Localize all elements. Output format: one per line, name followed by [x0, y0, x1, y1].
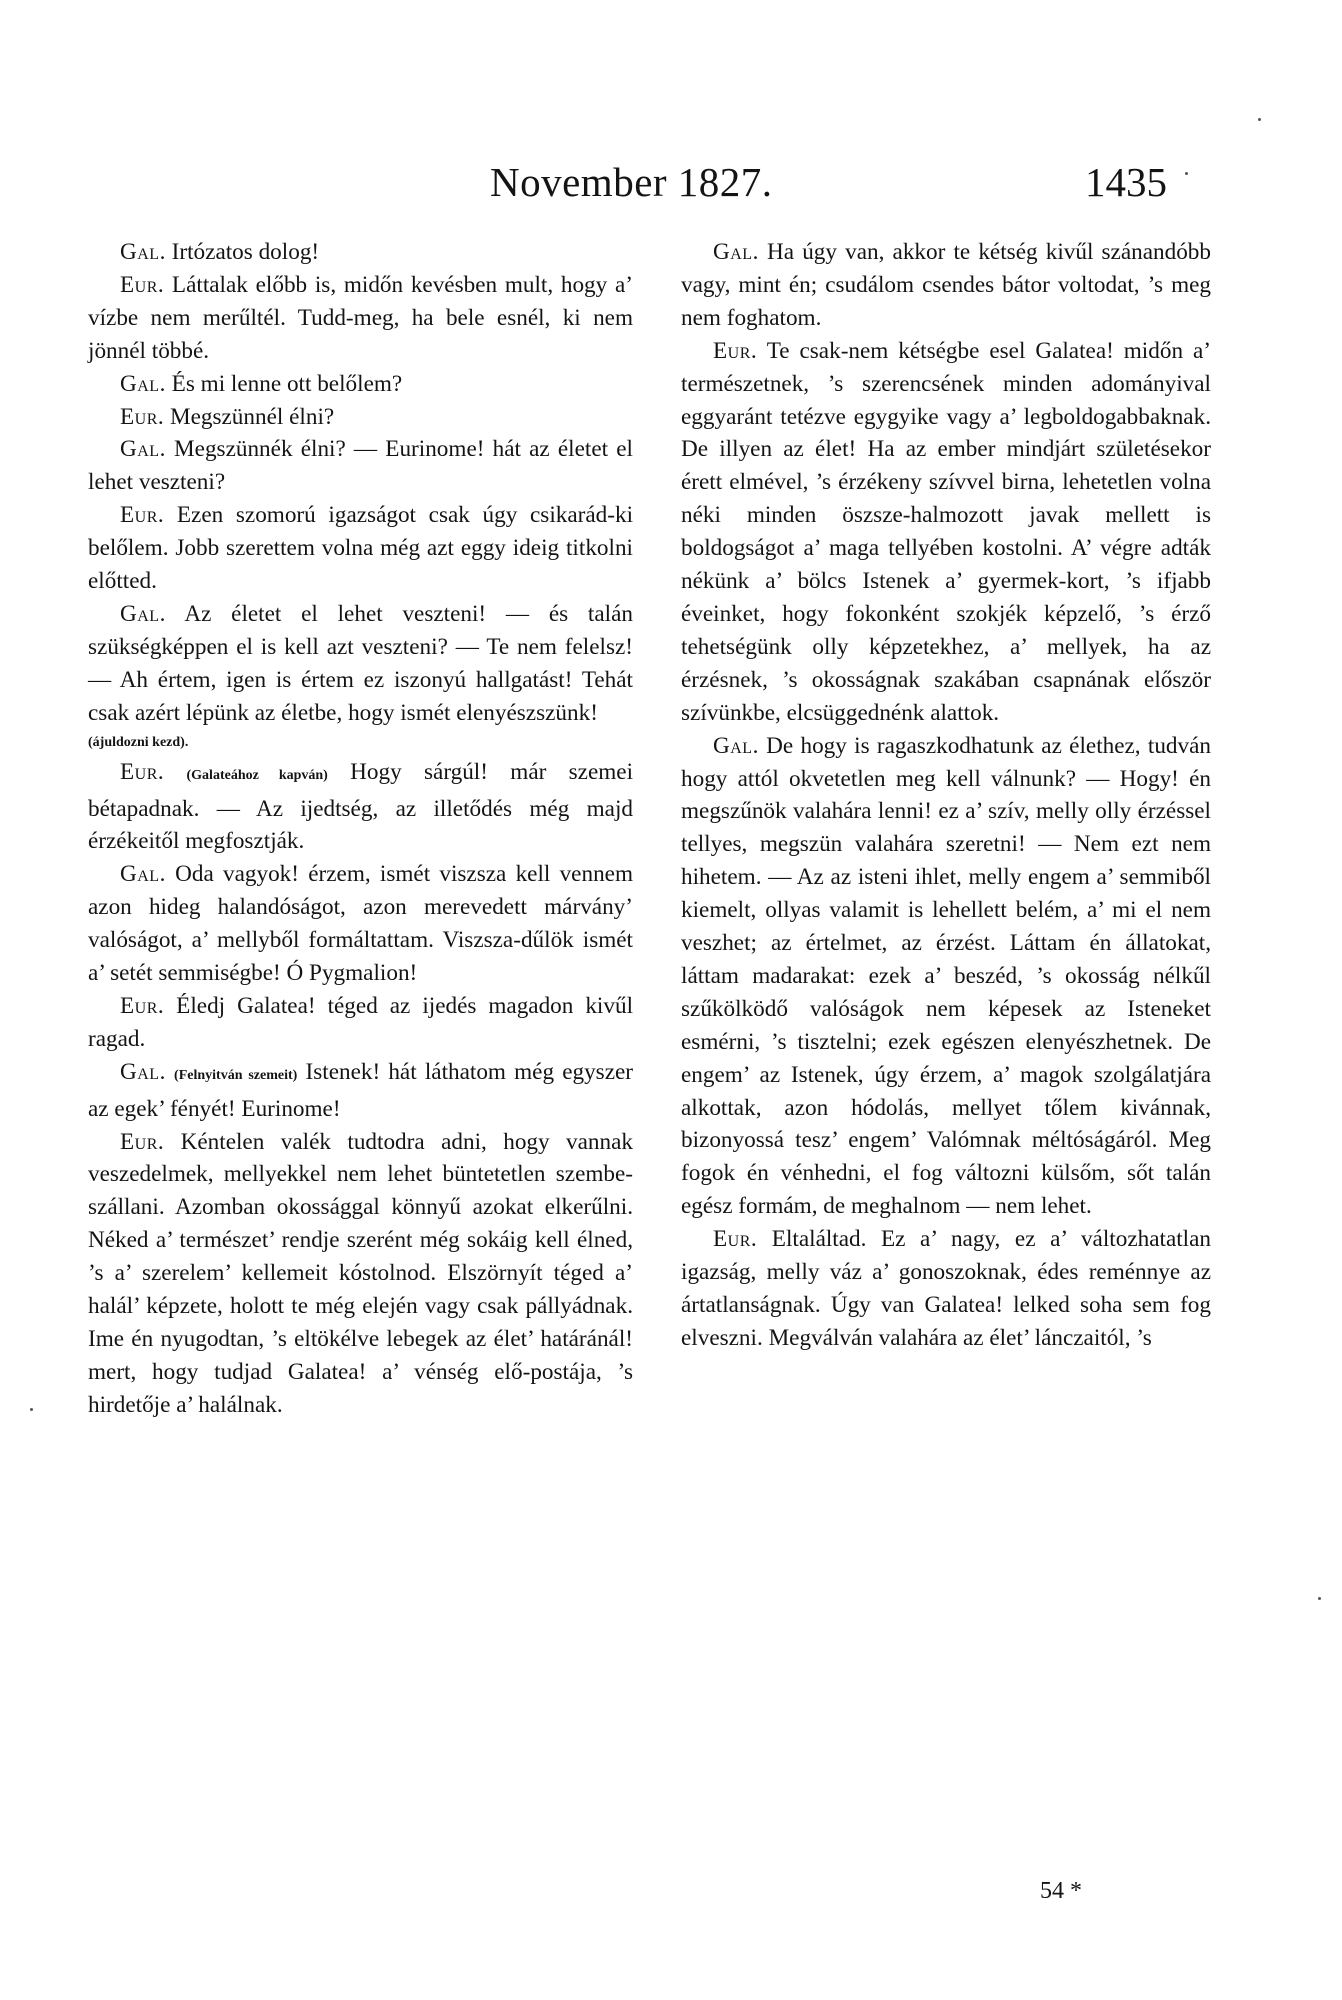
- dialogue-text: Megszünnél élni?: [169, 403, 335, 430]
- dialogue-paragraph: [681, 236, 1211, 335]
- page-number: 1435: [1085, 159, 1167, 205]
- dialogue-paragraph: [88, 1056, 633, 1126]
- dialogue-text: Eltaláltad. Ez a’ nagy, ez a’ változhatatlan igazság, melly váz a’ gonoszoknak, édes reménnye az ártatlanságnak. Úgy van Galatea! lelked soha sem fog elveszni. Megválván valahára az élet’ lánczaitól, ’s: [681, 1226, 1212, 1351]
- dialogue-paragraph: [88, 1126, 633, 1422]
- speaker-label: Gal.: [713, 239, 759, 265]
- running-head: November 1827.: [490, 159, 773, 205]
- dialogue-paragraph: [681, 335, 1211, 730]
- dialogue-paragraph: [88, 990, 633, 1056]
- printer-signature-mark: 54 *: [1040, 1878, 1082, 1904]
- speaker-label: Gal.: [120, 436, 166, 463]
- page-header: [0, 158, 1342, 218]
- speaker-label: Eur.: [120, 403, 165, 430]
- stage-direction: (ájuldozni kezd).: [88, 734, 189, 750]
- dialogue-paragraph: [88, 756, 633, 859]
- scan-speck: [1318, 1597, 1321, 1600]
- speaker-label: Eur.: [120, 502, 165, 529]
- dialogue-text: Éledj Galatea! téged az ijedés magadon kivűl ragad.: [88, 992, 634, 1052]
- speaker-label: Eur.: [120, 758, 165, 785]
- dialogue-text: Ha úgy van, akkor te kétség kivűl szánandóbb vagy, mint én; csudálom csendes bátor voltodat, ’s meg nem foghatom.: [681, 239, 1211, 331]
- speaker-label: Gal.: [120, 370, 166, 397]
- dialogue-text: Láttalak előbb is, midőn kevésben mult, hogy a’ vízbe nem merűltél. Tudd-meg, ha bele esnél, ki nem jönnél többé.: [88, 271, 633, 364]
- dialogue-paragraph: [681, 1223, 1211, 1355]
- speaker-label: Eur.: [120, 992, 165, 1019]
- dialogue-paragraph: [88, 368, 633, 401]
- dialogue-text: Irtózatos dolog!: [171, 239, 320, 265]
- speaker-label: Gal.: [120, 861, 166, 888]
- right-text-column: [681, 236, 1211, 1355]
- speaker-label: Eur.: [713, 1226, 758, 1253]
- speaker-label: Eur.: [713, 337, 758, 364]
- left-text-column: [88, 236, 633, 1422]
- speaker-label: Eur.: [120, 271, 165, 298]
- dialogue-text: Oda vagyok! érzem, ismét viszsza kell vennem azon hideg halandóságot, azon merevedett márvány’ valóságot, a’ mellyből formáltattam. Viszsza-dűlök ismét a’ setét semmiségbe! Ó Pygmalion!: [88, 861, 633, 987]
- dialogue-text: Az életet el lehet veszteni! — és talán szükségképpen el is kell azt veszteni? — Te nem felelsz! — Ah értem, igen is értem ez iszonyú hallgatást! Tehát csak azért lépünk az életbe, hogy ismét elenyészszünk!: [88, 600, 633, 726]
- speaker-label: Eur.: [120, 1128, 165, 1155]
- dialogue-text: És mi lenne ott belőlem?: [171, 370, 403, 397]
- speaker-label: Gal.: [713, 732, 759, 759]
- dialogue-text: Ezen szomorú igazságot csak úgy csikarád-ki belőlem. Jobb szerettem volna még azt eggy ideig titkolni előtted.: [88, 502, 634, 595]
- dialogue-paragraph: [88, 401, 633, 434]
- dialogue-paragraph: [681, 730, 1211, 1224]
- dialogue-text: Kéntelen valék tudtodra adni, hogy vannak veszedelmek, mellyekkel nem lehet büntetetlen szembe-szállani. Azomban okossággal könnyű azokat elkerűlni. Néked a’ természet’ rendje szerént még sokáig kell élned, ’s a’ szerelem’ kellemeit kóstolnod. Elszörnyít téged a’ halál’ képzete, holott te még elején vagy csak pállyádnak. Ime én nyugodtan, ’s eltökélve lebegek az élet’ határánál! mert, hogy tudjad Galatea! a’ vénség elő-postája, ’s hirdetője a’ halálnak.: [88, 1128, 634, 1418]
- dialogue-text: Te csak-nem kétségbe esel Galatea! midőn a’ természetnek, ’s szerencsének minden adományival eggyaránt tetézve egygyike vagy a’ legboldogabbaknak. De illyen az élet! Ha az ember mindjárt születésekor érett elmével, ’s érzékeny szívvel birna, lehetetlen volna néki minden öszsze-halmozott javak mellett is boldogságot a’ maga tellyében kostolni. A’ végre adták nékünk a’ bölcs Istenek a’ gyermek-kort, ’s ifjabb éveinket, hogy fokonként szokjék képzelő, ’s érző tehetségünk olly képzetekhez, a’ mellyek, ha az érzésnek, ’s okosságnak szakában csapnának először szívünkbe, elcsüggednénk alattok.: [681, 337, 1211, 726]
- dialogue-text: Istenek! hát láthatom még egyszer az egek’ fényét! Eurinome!: [88, 1058, 634, 1122]
- dialogue-paragraph: [88, 433, 633, 499]
- dialogue-paragraph: [88, 598, 633, 730]
- stage-direction: (Galateához kapván): [186, 767, 328, 783]
- speaker-label: Gal.: [120, 239, 166, 265]
- speaker-label: Gal.: [120, 1058, 166, 1085]
- stage-direction: (Felnyitván szemeit): [174, 1067, 298, 1083]
- scan-speck: [1258, 118, 1261, 121]
- dialogue-text: Megszünnék élni? — Eurinome! hát az életet el lehet veszteni?: [88, 436, 633, 496]
- dialogue-paragraph: [88, 858, 633, 990]
- scan-speck: [1185, 172, 1188, 175]
- scan-speck: [30, 1408, 33, 1411]
- dialogue-text: De hogy is ragaszkodhatunk az élethez, tudván hogy attól okvetetlen meg kell válnunk? — Hogy! én megszűnök valahára lenni! ez a’ szív, melly olly érzéssel tellyes, megszün valahára szeretni! — Nem ezt nem hihetem. — Az az isteni ihlet, melly engem a’ semmiből kiemelt, ollyas valamit is lehellett belém, a’ mi el nem veszhet; az értelmet, az érzést. Láttam én állatokat, láttam madarakat: ezek a’ beszéd, ’s okosság nélkűl szűkölködő valóságok nem képesek az Isteneket esmérni, ’s tisztelni; ezek egészen elenyészhetnek. De engem’ az Istenek, úgy érzem, a’ magok szolgálatjára alkottak, azon hódolás, mellyet tőlem kivánnak, bizonyossá tesz’ engem’ Valómnak méltóságáról. Meg fogok én vénhedni, el fog változni külsőm, sőt talán egész formám, de meghalnom — nem lehet.: [681, 732, 1212, 1220]
- dialogue-paragraph: [88, 269, 633, 368]
- dialogue-text: Hogy sárgúl! már szemei bétapadnak. — Az ijedtség, az illetődés még majd érzékeitől megfosztják.: [88, 758, 634, 855]
- dialogue-paragraph: [88, 236, 633, 269]
- dialogue-paragraph: [88, 499, 633, 598]
- speaker-label: Gal.: [120, 600, 166, 627]
